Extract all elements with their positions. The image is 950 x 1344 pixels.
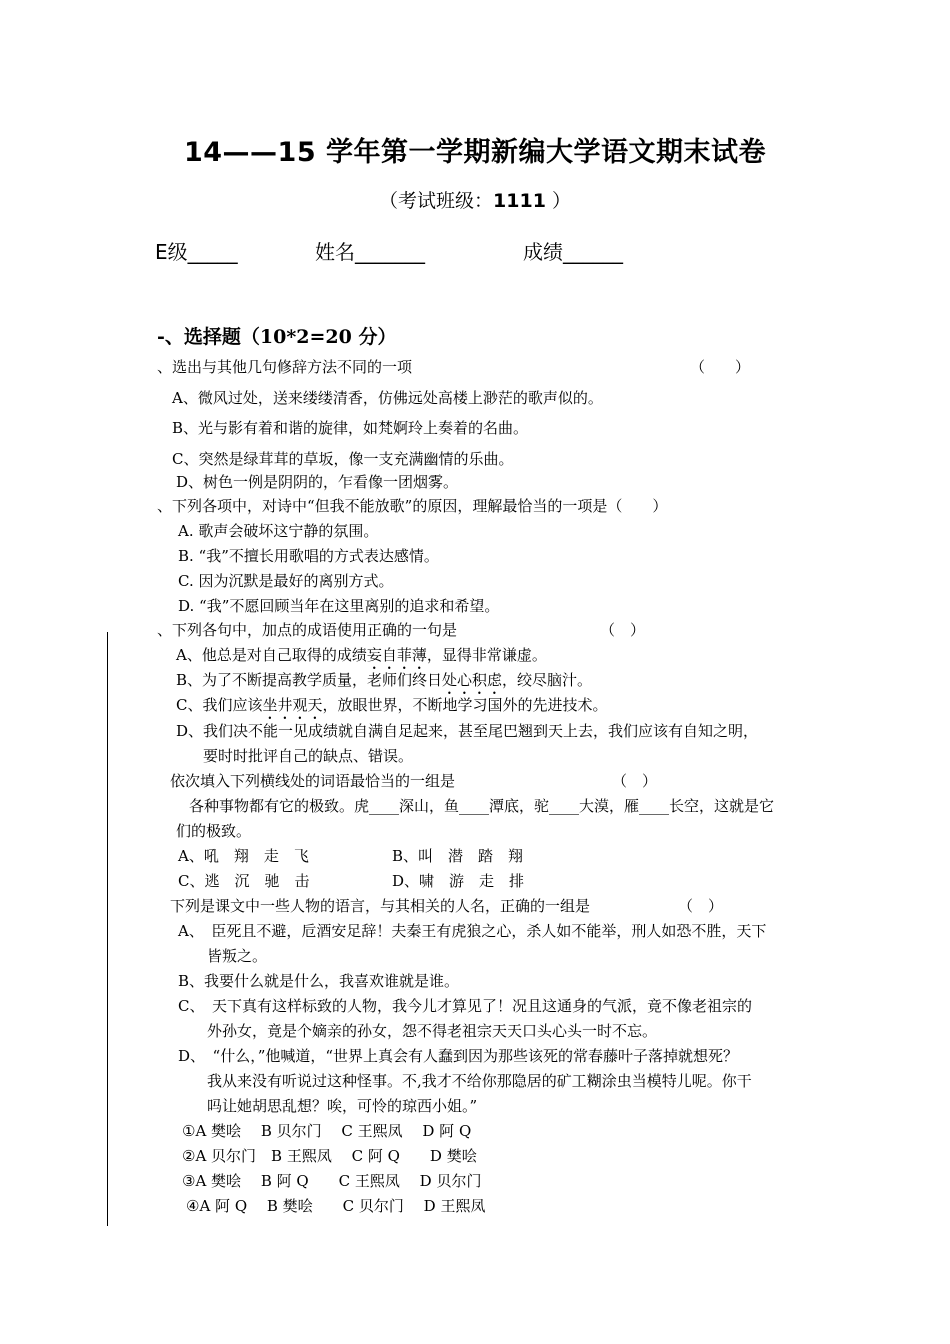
option-b-pre: B、为了不断提高教学质量，老师们终日: [176, 671, 443, 689]
question-5-choice-1: ①A 樊哙 B 贝尔门 C 王熙凤 D 阿 Q: [182, 1122, 472, 1140]
question-4-option-b: B、叫 潜 踏 翔: [392, 847, 524, 865]
subtitle-suffix: ）: [545, 190, 571, 212]
question-1-option-d: D、树色一例是阴阴的，乍看像一团烟雾。: [176, 473, 459, 491]
option-b-post: ，绞尽脑汁。: [502, 671, 593, 689]
question-5-option-d-line3: 吗让她胡思乱想？唉，可怜的琼西小姐。”: [207, 1097, 478, 1115]
question-2-option-b: B. “我”不擅长用歌唱的方式表达感情。: [178, 547, 439, 565]
option-a-pre: A、他总是对自己取得的成绩: [176, 646, 367, 664]
question-1-option-b: B、光与影有着和谐的旋律，如梵婀玲上奏着的名曲。: [172, 419, 529, 437]
option-c-post: ，放眼世界，不断地学习国外的先进技术。: [322, 696, 608, 714]
question-5-choice-3: ③A 樊哙 B 阿 Q C 王熙凤 D 贝尔门: [182, 1172, 482, 1190]
question-4-option-d: D、啸 游 走 排: [392, 872, 525, 890]
question-5-choice-4: ④A 阿 Q B 樊哙 C 贝尔门 D 王熙凤: [186, 1197, 486, 1215]
question-2-option-c: C. 因为沉默是最好的离别方式。: [178, 572, 394, 590]
question-3-bracket: （ ）: [600, 621, 646, 639]
question-5-option-d-line1: D、 “什么，”他喊道，“世界上真会有人蠢到因为那些该死的常春藤叶子落掉就想死？: [178, 1047, 739, 1065]
exam-class-value: 1111: [493, 190, 546, 212]
option-a-post: ，显得非常谦虚。: [426, 646, 547, 664]
question-5-option-b: B、我要什么就是什么，我喜欢谁就是谁。: [178, 972, 460, 990]
question-5-option-c-line1: C、 天下真有这样标致的人物，我今儿才算见了！况且这通身的气派，竟不像老祖宗的: [178, 997, 752, 1015]
question-4-body-line2: 们的极致。: [176, 822, 252, 840]
question-5-choice-2: ②A 贝尔门 B 王熙凤 C 阿 Q D 樊哙: [182, 1147, 477, 1165]
question-5-option-c-line2: 外孙女，竟是个嫡亲的孙女，怨不得老祖宗天天口头心头一时不忘。: [207, 1022, 658, 1040]
question-5-option-d-line2: 我从来没有听说过这种怪事。不,我才不给你那隐居的矿工糊涂虫当模特儿呢。你干: [207, 1072, 752, 1090]
score-field: 成绩______: [523, 240, 623, 264]
subtitle-prefix: （考试班级：: [379, 190, 494, 212]
question-4-body-line1: 各种事物都有它的极致。虎____深山，鱼____潭底，驼____大漠，雁____长空，这就是它: [189, 797, 775, 815]
option-c-pre: C、我们应该: [176, 696, 263, 714]
question-2-option-a: A. 歌声会破坏这宁静的氛围。: [178, 522, 379, 540]
question-4-option-a: A、吼 翔 走 飞: [178, 847, 309, 865]
section-title: -、选择题（10*2=20 分）: [157, 326, 397, 348]
page-title: 14——15 学年第一学期新编大学语文期末试卷: [183, 137, 767, 168]
question-3-option-d-line2: 要时时批评自己的缺点、错误。: [203, 747, 414, 765]
dotted-idiom-a: 妄自菲薄: [366, 646, 427, 664]
exam-class-line: [0, 186, 950, 213]
question-4-bracket: （ ）: [612, 772, 658, 790]
question-3-option-d-line1: D、我们决不能一见成绩就自满自足起来，甚至尾巴翘到天上去，我们应该有自知之明，: [176, 722, 759, 740]
margin-line: [107, 632, 108, 1226]
question-4-option-c: C、逃 沉 驰 击: [178, 872, 310, 890]
question-3-option-b: [176, 670, 592, 698]
question-4-stem: 依次填入下列横线处的词语最恰当的一组是: [170, 772, 456, 790]
name-field: 姓名_______: [315, 240, 425, 264]
question-3-option-c: [176, 695, 608, 723]
question-1-stem: 、选出与其他几句修辞方法不同的一项: [157, 358, 413, 376]
question-5-stem: 下列是课文中一些人物的语言，与其相关的人名，正确的一组是: [170, 897, 591, 915]
class-field: E级_____: [155, 240, 238, 264]
dotted-idiom-c: 坐井观天: [262, 696, 323, 714]
question-1-bracket: （ ）: [690, 358, 751, 376]
question-5-bracket: （ ）: [678, 897, 724, 915]
dotted-idiom-b: 处心积虑: [442, 671, 503, 689]
question-3-stem: 、下列各句中，加点的成语使用正确的一句是: [157, 621, 458, 639]
question-1-option-a: A、微风过处，送来缕缕清香，仿佛远处高楼上渺茫的歌声似的。: [172, 389, 603, 407]
question-5-option-a-line1: A、 臣死且不避，卮酒安足辞！夫秦王有虎狼之心，杀人如不能举，刑人如恐不胜，天下: [178, 922, 767, 940]
question-5-option-a-line2: 皆叛之。: [207, 947, 268, 965]
question-3-option-a: [176, 645, 547, 673]
question-1-option-c: C、突然是绿茸茸的草坂，像一支充满幽情的乐曲。: [172, 450, 514, 468]
question-2-option-d: D. “我”不愿回顾当年在这里离别的追求和希望。: [178, 597, 500, 615]
question-2-stem: 、下列各项中，对诗中“但我不能放歌”的原因，理解最恰当的一项是（ ）: [157, 497, 668, 515]
